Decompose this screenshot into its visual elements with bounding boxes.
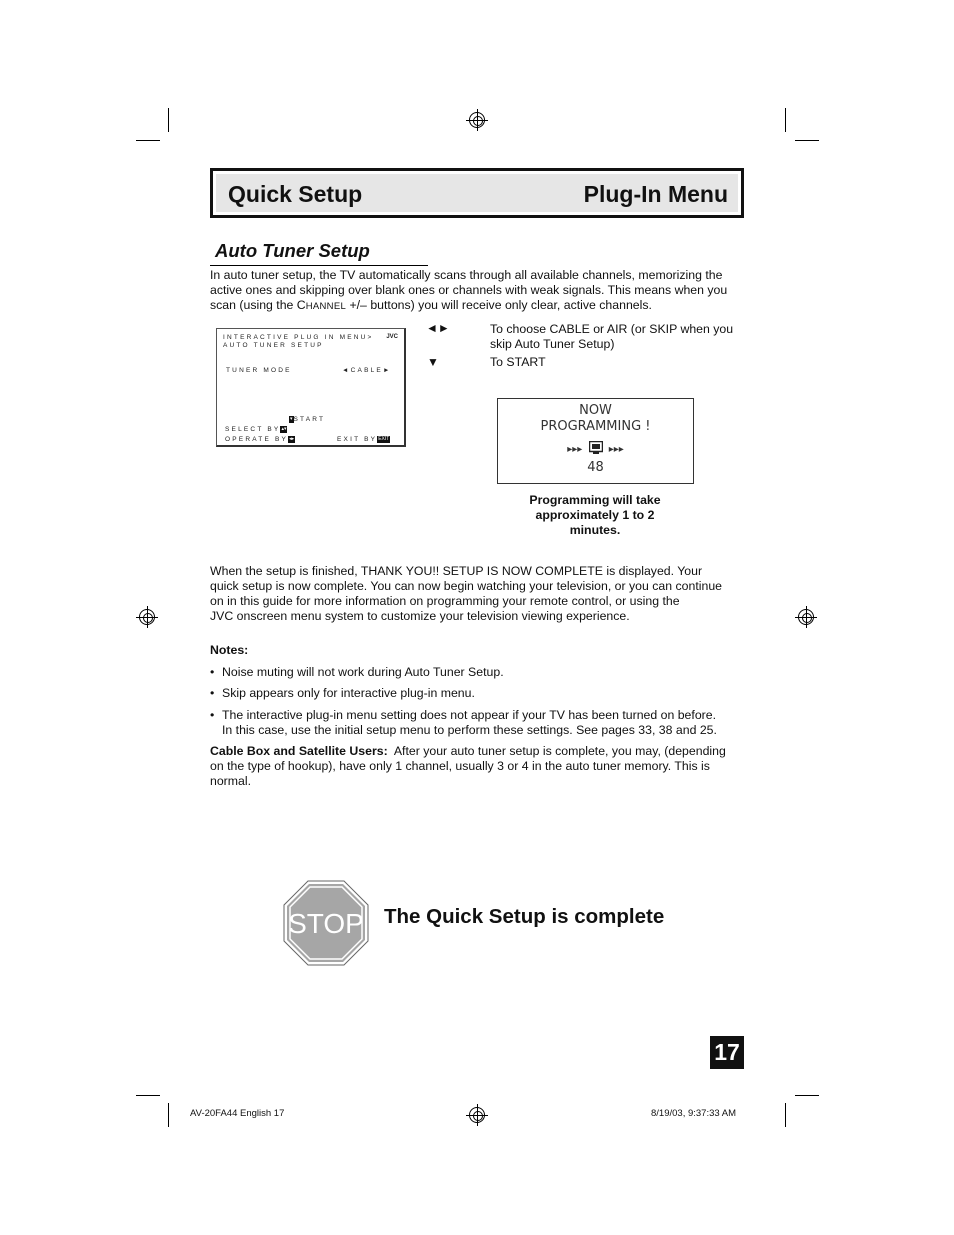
jvc-logo: JVC <box>386 334 398 340</box>
operate-row <box>225 436 295 443</box>
menu-subtitle: AUTO TUNER SETUP <box>223 342 324 349</box>
completion-line: JVC onscreen menu system to customize your television viewing experience. <box>210 609 630 623</box>
intro-text: +/– buttons) you will receive only clear, active channels. <box>346 298 652 312</box>
cable-box-line: on the type of hookup), have only 1 channel, usually 3 or 4 in the auto tuner memory. This is <box>210 759 710 773</box>
note-item <box>210 686 750 701</box>
intro-line: In auto tuner setup, the TV automatically scans through all available channels, memorizing the <box>210 268 723 282</box>
stop-sign-text: STOP <box>288 908 364 939</box>
bullet-icon: • <box>210 665 215 679</box>
intro-paragraph <box>210 268 750 314</box>
now-programming-screen <box>497 398 694 484</box>
crop-mark <box>168 108 169 132</box>
note-item <box>210 708 750 738</box>
note-item <box>210 665 750 680</box>
menu-title: INTERACTIVE PLUG IN MENU> <box>223 334 374 341</box>
completion-line: When the setup is finished, THANK YOU!! SETUP IS NOW COMPLETE is displayed. Your <box>210 564 703 578</box>
section-title: Auto Tuner Setup <box>215 240 370 261</box>
exit-row <box>337 436 390 443</box>
note-text: Skip appears only for interactive plug-in menu. <box>222 686 475 700</box>
instruction-line: To choose CABLE or AIR (or SKIP when you <box>490 322 734 336</box>
tv-icon <box>589 441 603 454</box>
intro-line <box>210 298 750 314</box>
registration-mark-icon <box>798 609 814 625</box>
stop-sign-icon <box>283 880 369 966</box>
intro-line: active ones and skipping over blank ones or channels with weak signals. This means when you <box>210 283 728 297</box>
registration-mark-icon <box>469 1107 485 1123</box>
registration-mark-icon <box>469 112 485 128</box>
progress-row <box>498 441 693 455</box>
cable-box-line <box>210 744 750 759</box>
intro-smallcaps: HANNEL <box>305 301 347 312</box>
note-text: In this case, use the initial setup menu to perform these settings. See pages 33, 38 and 25. <box>222 723 717 737</box>
start-row <box>289 416 325 423</box>
tuner-mode-label: TUNER MODE <box>226 367 292 374</box>
select-label: SELECT BY <box>225 426 281 434</box>
tuner-mode-value: ◄CABLE► <box>342 367 392 374</box>
programming-caption <box>513 493 677 538</box>
note-text: Noise muting will not work during Auto Tuner Setup. <box>222 665 504 679</box>
bullet-icon: • <box>210 708 215 722</box>
left-right-arrows-icon: ◄► <box>426 321 450 335</box>
start-label: START <box>293 416 326 424</box>
page-header <box>210 168 744 218</box>
cable-box-paragraph <box>210 744 750 789</box>
caption-line: Programming will take <box>529 493 661 507</box>
page-number: 17 <box>710 1036 744 1069</box>
crop-mark <box>795 1095 819 1096</box>
completion-paragraph <box>210 564 750 624</box>
down-arrow-icon: ▼ <box>427 355 439 369</box>
intro-text: scan (using the C <box>210 298 306 312</box>
crop-mark <box>795 140 819 141</box>
completion-message: The Quick Setup is complete <box>384 905 665 928</box>
notes-heading: Notes: <box>210 643 249 657</box>
footer-right: 8/19/03, 9:37:33 AM <box>651 1108 737 1119</box>
programming-label: PROGRAMMING ! <box>540 419 651 434</box>
header-title-plug-in-menu: Plug-In Menu <box>583 181 728 207</box>
instruction-line: skip Auto Tuner Setup) <box>490 337 615 351</box>
crop-mark <box>168 1103 169 1127</box>
completion-line: on in this guide for more information on programming your remote control, or using the <box>210 594 680 608</box>
select-row <box>225 426 287 433</box>
registration-mark-icon <box>139 609 155 625</box>
header-title-quick-setup: Quick Setup <box>228 181 363 207</box>
crop-mark <box>785 1103 786 1127</box>
arrows-right-icon: ▸▸▸ <box>608 444 624 455</box>
section-underline <box>210 265 428 266</box>
cable-box-label: Cable Box and Satellite Users: <box>210 744 388 758</box>
instruction-text <box>490 322 750 352</box>
channel-number: 48 <box>587 460 604 475</box>
note-text: The interactive plug-in menu setting does not appear if your TV has been turned on before. <box>222 708 717 722</box>
caption-line: approximately 1 to 2 <box>535 508 655 522</box>
footer-left: AV-20FA44 English 17 <box>190 1108 285 1119</box>
bullet-icon: • <box>210 686 215 700</box>
down-key-icon: ▾ <box>290 416 293 422</box>
crop-mark <box>136 1095 160 1096</box>
crop-mark <box>136 140 160 141</box>
caption-line: minutes. <box>569 523 621 537</box>
cable-box-line: normal. <box>210 774 252 788</box>
completion-line: quick setup is now complete. You can now begin watching your television, or you can continue <box>210 579 723 593</box>
tv-menu-screen <box>216 328 406 447</box>
instruction-text: To START <box>490 355 546 369</box>
operate-label: OPERATE BY <box>225 436 289 444</box>
left-right-key-icon: ◂▸ <box>289 436 295 442</box>
now-label: NOW <box>579 403 612 418</box>
cable-box-text: After your auto tuner setup is complete, you may, (depending <box>387 744 726 758</box>
arrows-left-icon: ▸▸▸ <box>567 444 583 455</box>
up-down-key-icon: ▴▾ <box>281 426 287 432</box>
exit-label: EXIT BY <box>337 436 378 444</box>
crop-mark <box>785 108 786 132</box>
exit-key-icon: EXIT <box>378 436 390 442</box>
